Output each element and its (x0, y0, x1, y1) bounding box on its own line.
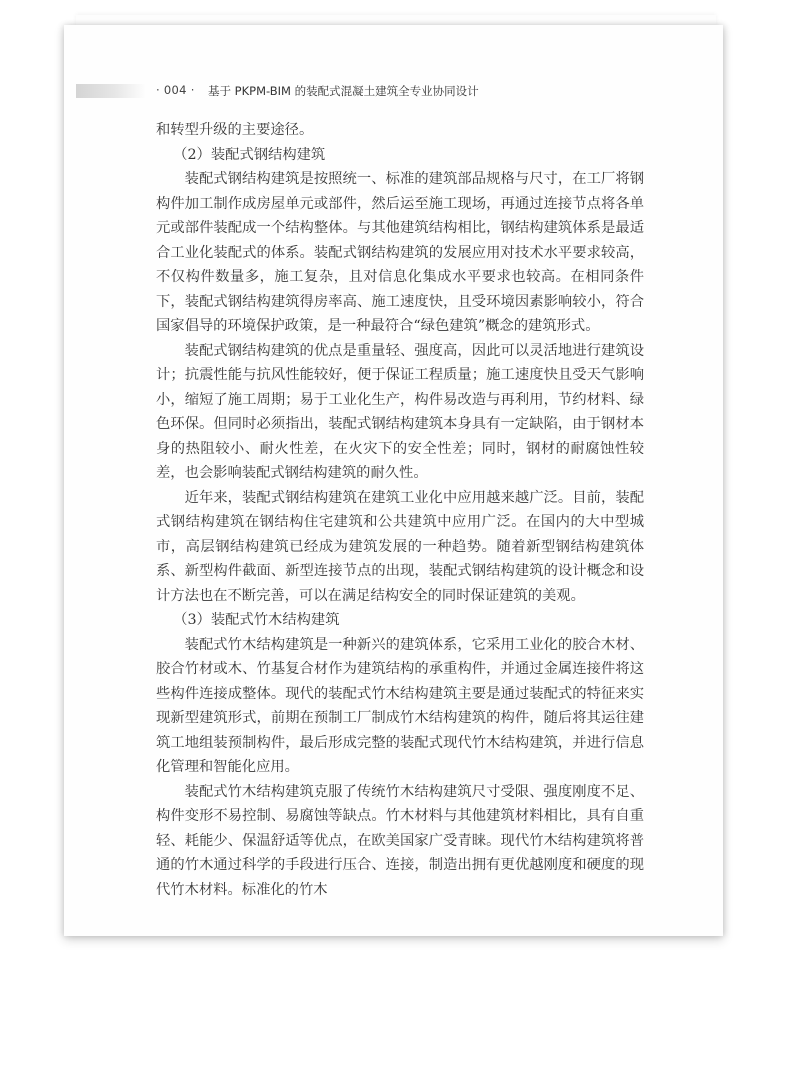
running-head (64, 84, 723, 100)
book-page (64, 25, 723, 936)
paragraph: 装配式竹木结构建筑是一种新兴的建筑体系，它采用工业化的胶合木材、胶合竹材或木、竹基复合材作为建筑结构的承重构件，并通过金属连接件将这些构件连接成整体。现代的装配式竹木结构建筑主要是通过装配式的特征来实现新型建筑形式，前期在预制工厂制成竹木结构建筑的构件，随后将其运往建筑工地组装预制构件，最后形成完整的装配式现代竹木结构建筑，并进行信息化管理和智能化应用。 (156, 636, 644, 775)
paragraph: 装配式钢结构建筑的优点是重量轻、强度高，因此可以灵活地进行建筑设计；抗震性能与抗风性能较好，便于保证工程质量；施工速度快且受天气影响小，缩短了施工周期；易于工业化生产，构件易改造与再利用，节约材料、绿色环保。但同时必须指出，装配式钢结构建筑本身具有一定缺陷，由于钢材本身的热阻较小、耐火性差，在火灾下的安全性差；同时，钢材的耐腐蚀性较差，也会影响装配式钢结构建筑的耐久性。 (156, 342, 644, 481)
paragraph: 装配式竹木结构建筑克服了传统竹木结构建筑尺寸受限、强度刚度不足、构件变形不易控制、易腐蚀等缺点。竹木材料与其他建筑材料相比，具有自重轻、耗能少、保温舒适等优点，在欧美国家广受青睐。现代竹木结构建筑将普通的竹木通过科学的手段进行压合、连接，制造出拥有更优越刚度和硬度的现代竹木材料。标准化的竹木 (156, 783, 644, 898)
page-number: · 004 · (156, 83, 195, 97)
paragraph: 近年来，装配式钢结构建筑在建筑工业化中应用越来越广泛。目前，装配式钢结构建筑在钢结构住宅建筑和公共建筑中应用广泛。在国内的大中型城市，高层钢结构建筑已经成为建筑发展的一种趋势。随着新型钢结构建筑体系、新型构件截面、新型连接节点的出现，装配式钢结构建筑的设计概念和设计方法也在不断完善，可以在满足结构安全的同时保证建筑的美观。 (156, 489, 644, 604)
header-gradient-bar (76, 84, 146, 98)
section-heading-steel: （2）装配式钢结构建筑 (173, 146, 326, 163)
paragraph: 装配式钢结构建筑是按照统一、标准的建筑部品规格与尺寸，在工厂将钢构件加工制作成房屋单元或部件，然后运至施工现场，再通过连接节点将各单元或部件装配成一个结构整体。与其他建筑结构相比，钢结构建筑体系是最适合工业化装配式的体系。装配式钢结构建筑的发展应用对技术水平要求较高，不仅构件数量多，施工复杂，且对信息化集成水平要求也较高。在相同条件下，装配式钢结构建筑得房率高、施工速度快，且受环境因素影响较小，符合国家倡导的环境保护政策，是一种最符合“绿色建筑”概念的建筑形式。 (156, 171, 644, 334)
body-text (156, 118, 644, 902)
section-heading-bamboo-wood: （3）装配式竹木结构建筑 (173, 612, 340, 628)
continuation-paragraph: 和转型升级的主要途径。 (156, 122, 314, 138)
book-title: 基于 PKPM-BIM 的装配式混凝土建筑全专业协同设计 (208, 84, 479, 98)
